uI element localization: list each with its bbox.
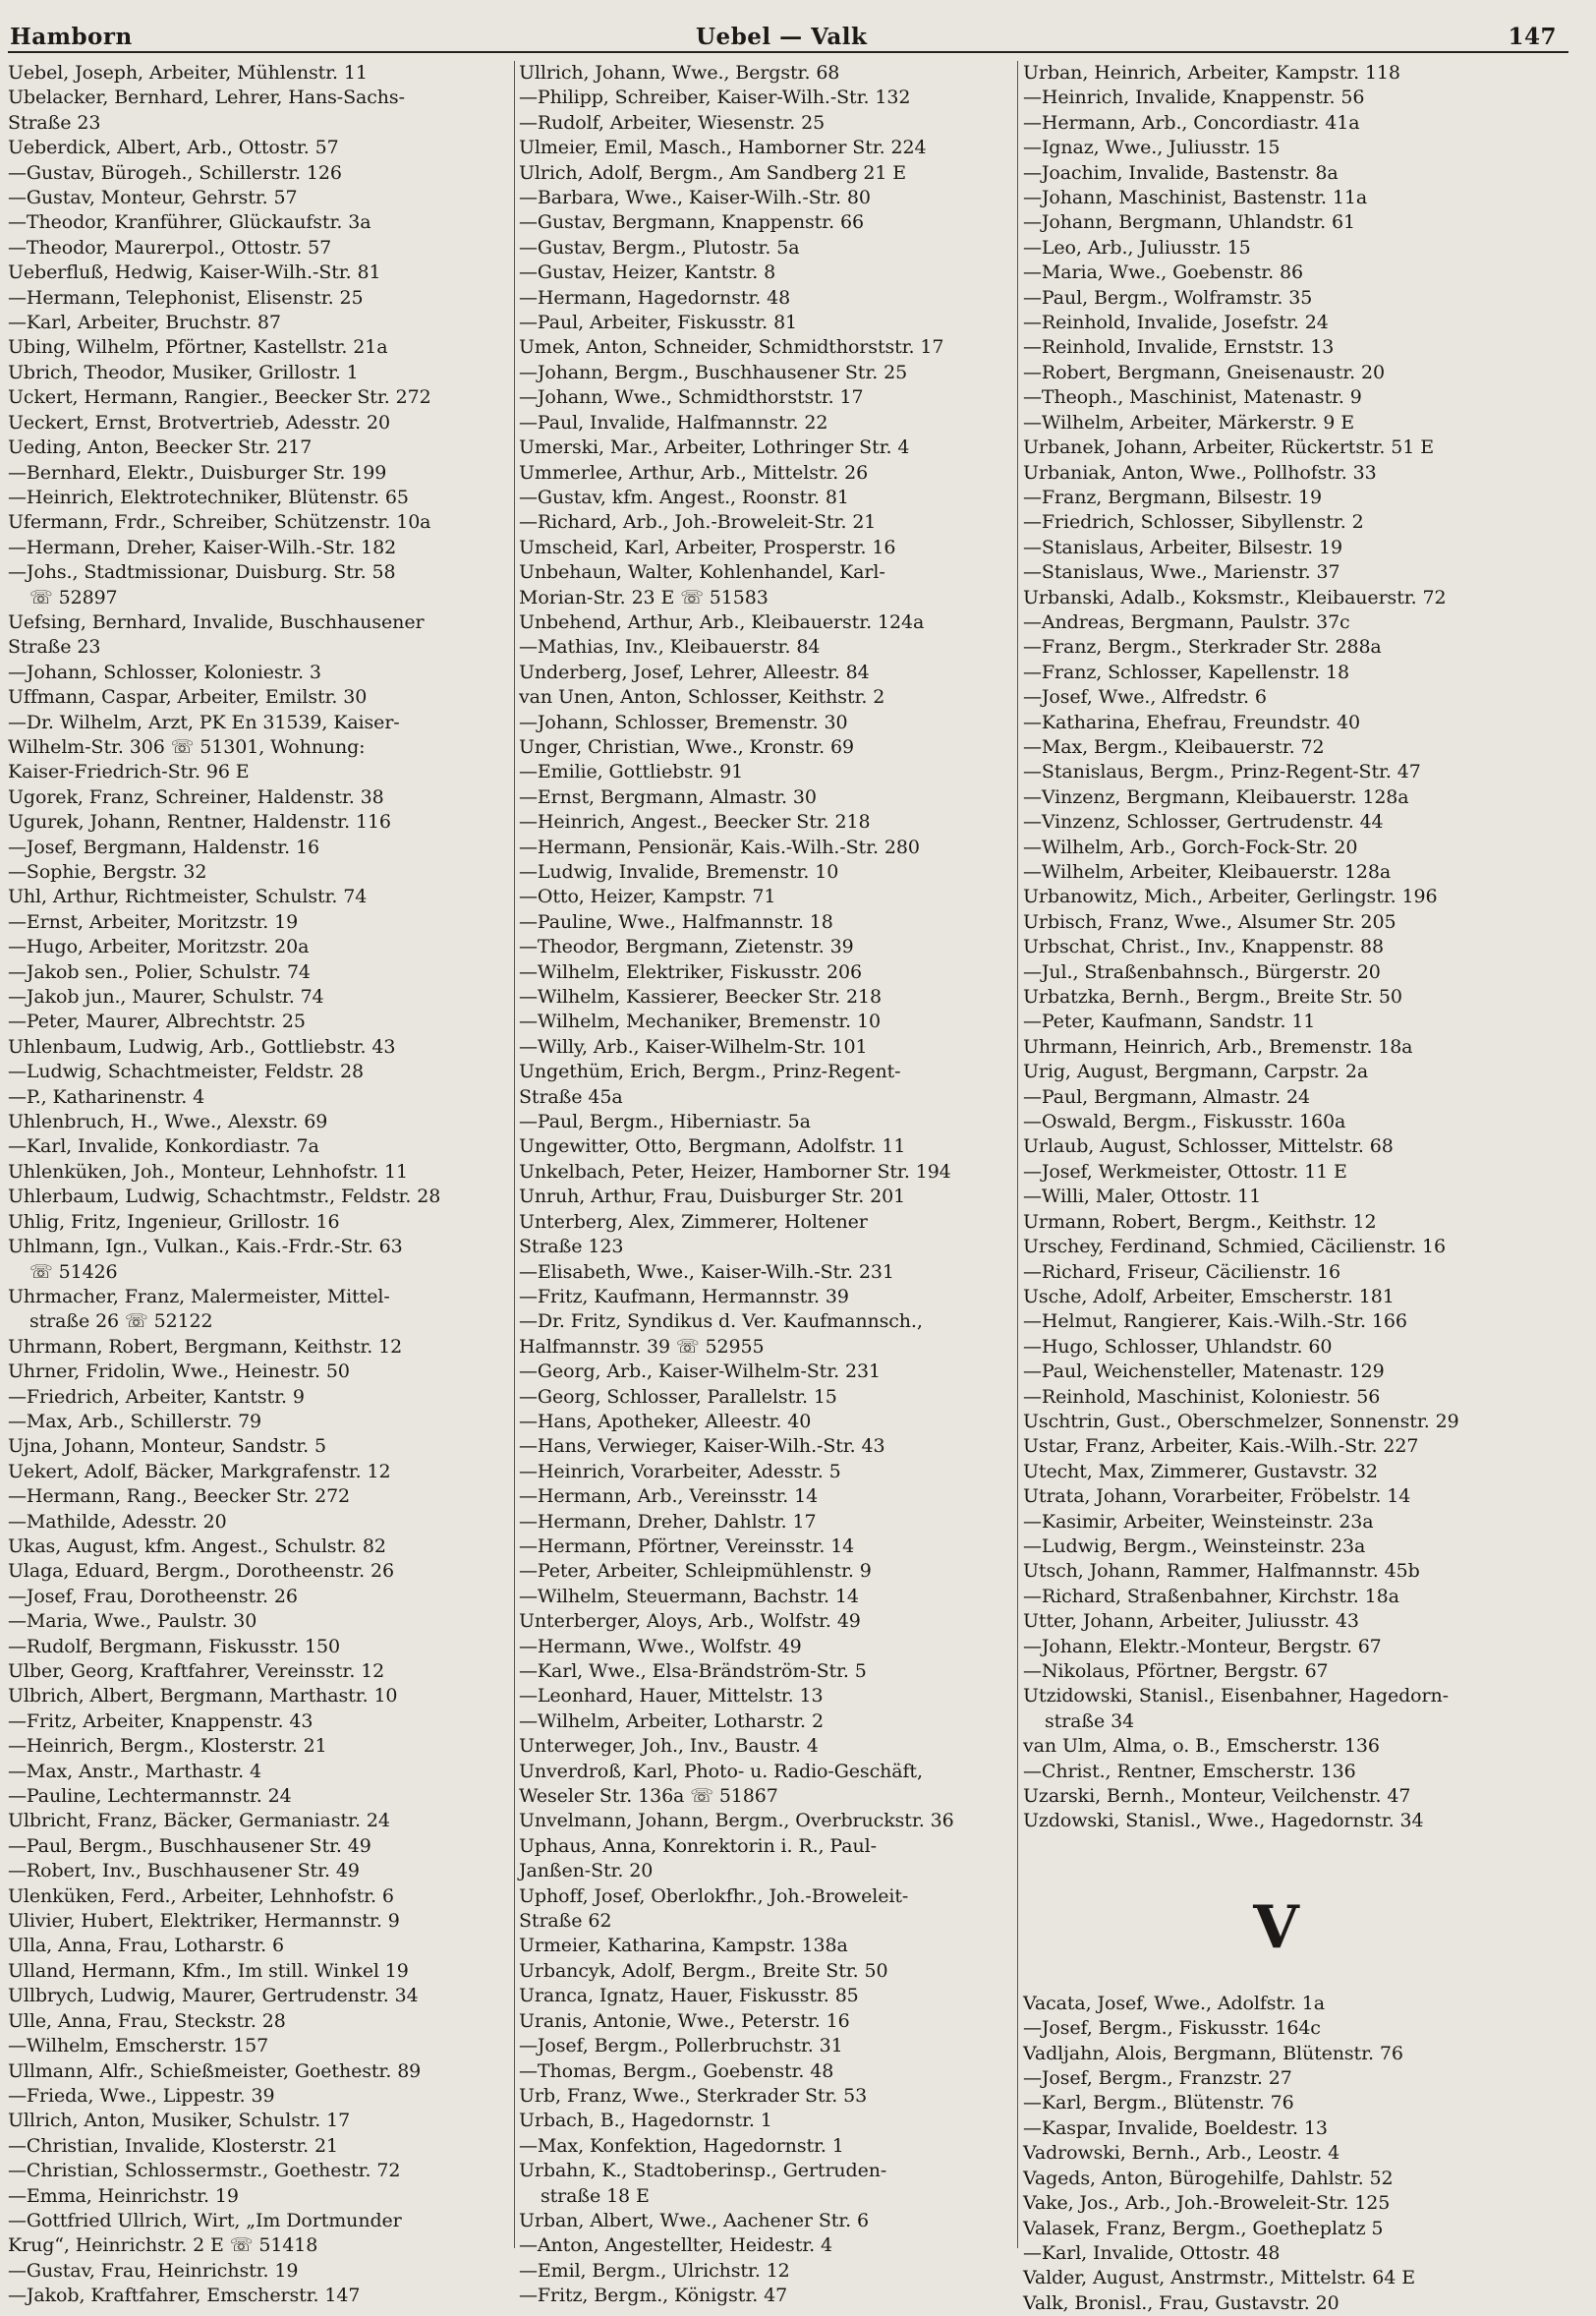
directory-entry: Ukas, August, kfm. Angest., Schulstr. 82 — [8, 1534, 386, 1557]
directory-entry: Urbanowitz, Mich., Arbeiter, Gerlingstr. 196 — [1023, 886, 1438, 908]
directory-entry: Ullmann, Alfr., Schießmeister, Goethestr. 89 — [8, 2059, 422, 2082]
directory-entry: —Pauline, Wwe., Halfmannstr. 18 — [519, 910, 833, 933]
directory-entry: —Gottfried Ullrich, Wirt, „Im Dortmunder — [8, 2209, 402, 2231]
directory-entry: —Maria, Wwe., Goebenstr. 86 — [1023, 261, 1303, 284]
directory-entry: Ulenküken, Ferd., Arbeiter, Lehnhofstr. 6 — [8, 1884, 394, 1907]
directory-entry: —Ludwig, Invalide, Bremenstr. 10 — [519, 861, 839, 883]
directory-entry: Uschtrin, Gust., Oberschmelzer, Sonnenstr. 29 — [1023, 1410, 1459, 1432]
directory-entry: —Hans, Apotheker, Alleestr. 40 — [519, 1410, 812, 1432]
directory-entry: Urban, Albert, Wwe., Aachener Str. 6 — [519, 2209, 870, 2231]
directory-entry: —Josef, Werkmeister, Ottostr. 11 E — [1023, 1160, 1347, 1183]
directory-entry: Urb, Franz, Wwe., Sterkrader Str. 53 — [519, 2084, 868, 2107]
directory-entry: —Wilhelm, Elektriker, Fiskusstr. 206 — [519, 960, 862, 983]
directory-entry: —Jakob, Kraftfahrer, Emscherstr. 147 — [8, 2285, 361, 2307]
directory-entry: Uzarski, Bernh., Monteur, Veilchenstr. 47 — [1023, 1785, 1411, 1808]
directory-entry: —Franz, Schlosser, Kapellenstr. 18 — [1023, 661, 1349, 683]
directory-entry: Utter, Johann, Arbeiter, Juliusstr. 43 — [1023, 1610, 1359, 1633]
directory-entry: —Josef, Bergm., Pollerbruchstr. 31 — [519, 2035, 843, 2057]
directory-entry: —Kaspar, Invalide, Boeldestr. 13 — [1023, 2116, 1328, 2139]
directory-entry: —Ernst, Arbeiter, Moritzstr. 19 — [8, 910, 299, 933]
directory-entry: —Karl, Arbeiter, Bruchstr. 87 — [8, 312, 281, 334]
directory-entry: Unbehend, Arthur, Arb., Kleibauerstr. 124a — [519, 610, 925, 633]
column-1 — [8, 61, 514, 2307]
directory-entry: —Emil, Bergm., Ulrichstr. 12 — [519, 2259, 790, 2282]
directory-entry: —Heinrich, Vorarbeiter, Adesstr. 5 — [519, 1460, 841, 1482]
directory-entry: Ueckert, Ernst, Brotvertrieb, Adesstr. 20 — [8, 411, 390, 434]
directory-entry: Uffmann, Caspar, Arbeiter, Emilstr. 30 — [8, 686, 368, 709]
directory-entry: Urbach, B., Hagedornstr. 1 — [519, 2110, 772, 2132]
directory-entry: —Reinhold, Invalide, Ernststr. 13 — [1023, 336, 1335, 359]
directory-entry: —Bernhard, Elektr., Duisburger Str. 199 — [8, 461, 387, 484]
directory-entry: —Christian, Schlossermstr., Goethestr. 72 — [8, 2160, 401, 2182]
directory-entry: —Wilhelm, Arbeiter, Kleibauerstr. 128a — [1023, 861, 1392, 883]
directory-entry: Uhrmann, Robert, Bergmann, Keithstr. 12 — [8, 1335, 403, 1358]
directory-entry: —Fritz, Bergm., Königstr. 47 — [519, 2285, 788, 2307]
directory-entry: van Ulm, Alma, o. B., Emscherstr. 136 — [1023, 1735, 1380, 1758]
directory-entry: ☏ 51426 — [29, 1260, 118, 1283]
directory-entry: Uhlenküken, Joh., Monteur, Lehnhofstr. 11 — [8, 1160, 408, 1183]
directory-entry: —Theoph., Maschinist, Matenastr. 9 — [1023, 386, 1362, 409]
directory-entry: Urbancyk, Adolf, Bergm., Breite Str. 50 — [519, 1959, 888, 1982]
directory-entry: Ueding, Anton, Beecker Str. 217 — [8, 436, 313, 459]
directory-entry: Unterweger, Joh., Inv., Baustr. 4 — [519, 1735, 819, 1758]
directory-entry: —Karl, Bergm., Blütenstr. 76 — [1023, 2092, 1294, 2114]
directory-entry: Urlaub, August, Schlosser, Mittelstr. 68 — [1023, 1135, 1394, 1158]
directory-entry: Utsch, Johann, Rammer, Halfmannstr. 45b — [1023, 1560, 1420, 1583]
directory-entry: —Ernst, Bergmann, Almastr. 30 — [519, 785, 817, 808]
directory-entry: —Maria, Wwe., Paulstr. 30 — [8, 1610, 257, 1633]
directory-entry: —P., Katharinenstr. 4 — [8, 1085, 205, 1108]
directory-entry: Vacata, Josef, Wwe., Adolfstr. 1a — [1023, 1992, 1325, 2014]
directory-entry: —Max, Bergm., Kleibauerstr. 72 — [1023, 735, 1325, 758]
directory-entry: Ulber, Georg, Kraftfahrer, Vereinsstr. 12 — [8, 1660, 385, 1682]
directory-entry: Weseler Str. 136a ☏ 51867 — [519, 1785, 778, 1808]
directory-entry: —Stanislaus, Bergm., Prinz-Regent-Str. 47 — [1023, 761, 1421, 783]
directory-entry: Uhlig, Fritz, Ingenieur, Grillostr. 16 — [8, 1210, 340, 1233]
directory-entry: —Leo, Arb., Juliusstr. 15 — [1023, 236, 1251, 259]
directory-entry: straße 34 — [1045, 1709, 1135, 1732]
directory-entry: Ulland, Hermann, Kfm., Im still. Winkel 19 — [8, 1959, 409, 1982]
directory-entry: —Gustav, kfm. Angest., Roonstr. 81 — [519, 486, 849, 508]
directory-entry: —Christian, Invalide, Klosterstr. 21 — [8, 2134, 338, 2157]
directory-entry: Ummerlee, Arthur, Arb., Mittelstr. 26 — [519, 461, 869, 484]
entry-columns — [8, 61, 1580, 2314]
page-header — [8, 22, 1568, 53]
directory-entry: Vadrowski, Bernh., Arb., Leostr. 4 — [1023, 2142, 1340, 2165]
directory-entry: Halfmannstr. 39 ☏ 52955 — [519, 1335, 765, 1358]
directory-entry: —Theodor, Maurerpol., Ottostr. 57 — [8, 236, 332, 259]
directory-entry: —Josef, Bergm., Franzstr. 27 — [1023, 2067, 1292, 2090]
directory-entry: —Wilhelm, Arbeiter, Lotharstr. 2 — [519, 1709, 824, 1732]
directory-entry: Ullrich, Anton, Musiker, Schulstr. 17 — [8, 2110, 351, 2132]
directory-entry: Uhrmacher, Franz, Malermeister, Mittel- — [8, 1285, 390, 1307]
directory-entry: —Joachim, Invalide, Bastenstr. 8a — [1023, 161, 1339, 184]
directory-entry: —Josef, Bergm., Fiskusstr. 164c — [1023, 2017, 1321, 2040]
directory-entry: —Pauline, Lechtermannstr. 24 — [8, 1785, 292, 1808]
directory-entry: —Paul, Invalide, Halfmannstr. 22 — [519, 411, 828, 434]
directory-entry: Ulla, Anna, Frau, Lotharstr. 6 — [8, 1935, 284, 1957]
directory-entry: —Heinrich, Angest., Beecker Str. 218 — [519, 811, 871, 834]
directory-entry: Unterberger, Aloys, Arb., Wolfstr. 49 — [519, 1610, 861, 1633]
directory-entry: Umek, Anton, Schneider, Schmidthorststr. 17 — [519, 336, 944, 359]
directory-entry: —Josef, Wwe., Alfredstr. 6 — [1023, 686, 1267, 709]
directory-entry: Urban, Heinrich, Arbeiter, Kampstr. 118 — [1023, 62, 1400, 84]
directory-entry: straße 18 E — [541, 2184, 650, 2207]
directory-entry: Ulmeier, Emil, Masch., Hamborner Str. 224 — [519, 137, 927, 159]
directory-entry: Straße 23 — [8, 111, 101, 134]
directory-entry: —Hermann, Pförtner, Vereinsstr. 14 — [519, 1534, 855, 1557]
directory-entry: Urbahn, K., Stadtoberinsp., Gertruden- — [519, 2160, 887, 2182]
directory-entry: Vake, Jos., Arb., Joh.-Broweleit-Str. 125 — [1023, 2192, 1391, 2215]
directory-entry: —Thomas, Bergm., Goebenstr. 48 — [519, 2059, 834, 2082]
directory-entry: Uckert, Hermann, Rangier., Beecker Str. 272 — [8, 386, 431, 409]
directory-entry: Urbanski, Adalb., Koksmstr., Kleibauerstr. 72 — [1023, 586, 1447, 608]
directory-entry: —Theodor, Kranführer, Glückaufstr. 3a — [8, 211, 371, 234]
directory-entry: —Gustav, Bergm., Plutostr. 5a — [519, 236, 800, 259]
directory-entry: —Johann, Maschinist, Bastenstr. 11a — [1023, 187, 1368, 209]
directory-entry: Umerski, Mar., Arbeiter, Lothringer Str. 4 — [519, 436, 910, 459]
directory-entry: —Wilhelm, Steuermann, Bachstr. 14 — [519, 1585, 859, 1607]
directory-entry: Urschey, Ferdinand, Schmied, Cäcilienstr. 16 — [1023, 1236, 1446, 1258]
directory-entry: —Peter, Maurer, Albrechtstr. 25 — [8, 1011, 306, 1033]
column-2 — [519, 61, 1025, 2307]
directory-entry: —Wilhelm, Arbeiter, Märkerstr. 9 E — [1023, 411, 1355, 434]
directory-entry: —Gustav, Frau, Heinrichstr. 19 — [8, 2259, 299, 2282]
directory-entry: —Karl, Invalide, Konkordiastr. 7a — [8, 1135, 319, 1158]
directory-entry: Uhrmann, Heinrich, Arb., Bremenstr. 18a — [1023, 1035, 1413, 1058]
directory-entry: —Hermann, Telephonist, Elisenstr. 25 — [8, 286, 364, 309]
directory-entry: —Georg, Schlosser, Parallelstr. 15 — [519, 1385, 837, 1408]
directory-entry: —Fritz, Kaufmann, Hermannstr. 39 — [519, 1285, 849, 1307]
directory-entry: Uzdowski, Stanisl., Wwe., Hagedornstr. 34 — [1023, 1810, 1424, 1832]
directory-entry: Uebel, Joseph, Arbeiter, Mühlenstr. 11 — [8, 62, 368, 84]
directory-entry: Ueberfluß, Hedwig, Kaiser-Wilh.-Str. 81 — [8, 261, 381, 284]
directory-entry: —Rudolf, Bergmann, Fiskusstr. 150 — [8, 1635, 340, 1657]
directory-entry: —Kasimir, Arbeiter, Weinsteinstr. 23a — [1023, 1510, 1374, 1533]
directory-entry: Ubrich, Theodor, Musiker, Grillostr. 1 — [8, 361, 359, 383]
directory-entry: —Robert, Bergmann, Gneisenaustr. 20 — [1023, 361, 1385, 383]
directory-entry: Umscheid, Karl, Arbeiter, Prosperstr. 16 — [519, 536, 896, 558]
directory-entry: Uhrner, Fridolin, Wwe., Heinestr. 50 — [8, 1361, 350, 1383]
directory-entry: Straße 123 — [519, 1236, 624, 1258]
directory-entry: —Dr. Wilhelm, Arzt, PK En 31539, Kaiser- — [8, 711, 400, 733]
directory-entry: —Gustav, Monteur, Gehrstr. 57 — [8, 187, 298, 209]
directory-entry: —Theodor, Bergmann, Zietenstr. 39 — [519, 936, 854, 958]
directory-entry: Ustar, Franz, Arbeiter, Kais.-Wilh.-Str. 227 — [1023, 1435, 1419, 1458]
directory-entry: Utrata, Johann, Vorarbeiter, Fröbelstr. 14 — [1023, 1485, 1411, 1508]
directory-entry: straße 26 ☏ 52122 — [29, 1310, 213, 1333]
directory-entry: Ubelacker, Bernhard, Lehrer, Hans-Sachs- — [8, 87, 405, 109]
directory-entry: —Jakob jun., Maurer, Schulstr. 74 — [8, 986, 324, 1009]
directory-entry: Uranis, Antonie, Wwe., Peterstr. 16 — [519, 2009, 850, 2032]
directory-entry: Ulbricht, Franz, Bäcker, Germaniastr. 24 — [8, 1810, 390, 1832]
directory-entry: —Stanislaus, Arbeiter, Bilsestr. 19 — [1023, 536, 1343, 558]
directory-entry: —Josef, Frau, Dorotheenstr. 26 — [8, 1585, 298, 1607]
directory-entry: Ulbrich, Albert, Bergmann, Marthastr. 10 — [8, 1685, 398, 1708]
directory-entry: —Reinhold, Maschinist, Koloniestr. 56 — [1023, 1385, 1381, 1408]
directory-entry: Ulrich, Adolf, Bergm., Am Sandberg 21 E — [519, 161, 907, 184]
directory-entry: —Richard, Straßenbahner, Kirchstr. 18a — [1023, 1585, 1399, 1607]
directory-entry: —Peter, Arbeiter, Schleipmühlenstr. 9 — [519, 1560, 872, 1583]
directory-entry: Urbaniak, Anton, Wwe., Pollhofstr. 33 — [1023, 461, 1377, 484]
directory-entry: Urmann, Robert, Bergm., Keithstr. 12 — [1023, 1210, 1377, 1233]
directory-entry: Ungewitter, Otto, Bergmann, Adolfstr. 11 — [519, 1135, 906, 1158]
directory-entry: —Heinrich, Invalide, Knappenstr. 56 — [1023, 87, 1365, 109]
directory-entry: Uhlenbruch, H., Wwe., Alexstr. 69 — [8, 1111, 328, 1133]
directory-entry: —Willy, Arb., Kaiser-Wilhelm-Str. 101 — [519, 1035, 868, 1058]
directory-entry: —Ludwig, Schachtmeister, Feldstr. 28 — [8, 1061, 365, 1083]
directory-entry: Usche, Adolf, Arbeiter, Emscherstr. 181 — [1023, 1285, 1395, 1307]
directory-entry: —Katharina, Ehefrau, Freundstr. 40 — [1023, 711, 1361, 733]
directory-entry: —Paul, Bergm., Hiberniastr. 5a — [519, 1111, 811, 1133]
directory-entry: —Johann, Wwe., Schmidthorststr. 17 — [519, 386, 864, 409]
directory-entry: Straße 45a — [519, 1085, 623, 1108]
directory-entry: Urmeier, Katharina, Kampstr. 138a — [519, 1935, 848, 1957]
directory-entry: Ulivier, Hubert, Elektriker, Hermannstr. 9 — [8, 1910, 400, 1933]
directory-entry: —Johann, Schlosser, Koloniestr. 3 — [8, 661, 321, 683]
directory-entry: —Gustav, Bürogeh., Schillerstr. 126 — [8, 161, 342, 184]
directory-entry: —Hermann, Dreher, Dahlstr. 17 — [519, 1510, 817, 1533]
directory-entry: Valder, August, Anstrmstr., Mittelstr. 64 E — [1023, 2267, 1415, 2289]
directory-entry: —Josef, Bergmann, Haldenstr. 16 — [8, 836, 319, 858]
directory-entry: —Anton, Angestellter, Heidestr. 4 — [519, 2234, 832, 2257]
directory-entry: —Richard, Arb., Joh.-Broweleit-Str. 21 — [519, 511, 877, 534]
directory-entry: —Willi, Maler, Ottostr. 11 — [1023, 1186, 1262, 1208]
directory-entry: —Hans, Verwieger, Kaiser-Wilh.-Str. 43 — [519, 1435, 885, 1458]
directory-entry: —Frieda, Wwe., Lippestr. 39 — [8, 2084, 275, 2107]
directory-entry: —Ludwig, Bergm., Weinsteinstr. 23a — [1023, 1534, 1366, 1557]
directory-entry: —Wilhelm, Arb., Gorch-Fock-Str. 20 — [1023, 836, 1358, 858]
directory-entry: Uhlmann, Ign., Vulkan., Kais.-Frdr.-Str. 63 — [8, 1236, 403, 1258]
directory-entry: —Wilhelm, Kassierer, Beecker Str. 218 — [519, 986, 883, 1009]
directory-entry: Underberg, Josef, Lehrer, Alleestr. 84 — [519, 661, 870, 683]
directory-entry: —Richard, Friseur, Cäcilienstr. 16 — [1023, 1260, 1341, 1283]
directory-entry: —Rudolf, Arbeiter, Wiesenstr. 25 — [519, 111, 826, 134]
directory-entry: Uphaus, Anna, Konrektorin i. R., Paul- — [519, 1834, 877, 1857]
directory-entry: Utzidowski, Stanisl., Eisenbahner, Hagedorn- — [1023, 1685, 1449, 1708]
directory-entry: —Paul, Bergmann, Almastr. 24 — [1023, 1085, 1310, 1108]
page-number: 147 — [1508, 24, 1557, 50]
directory-entry: —Hermann, Arb., Vereinsstr. 14 — [519, 1485, 819, 1508]
directory-entry: Uekert, Adolf, Bäcker, Markgrafenstr. 12 — [8, 1460, 391, 1482]
directory-entry: —Hermann, Wwe., Wolfstr. 49 — [519, 1635, 802, 1657]
directory-entry: Unbehaun, Walter, Kohlenhandel, Karl- — [519, 561, 885, 584]
directory-entry: Ujna, Johann, Monteur, Sandstr. 5 — [8, 1435, 327, 1458]
directory-entry: Uranca, Ignatz, Hauer, Fiskusstr. 85 — [519, 1985, 859, 2007]
directory-entry: —Johann, Bergm., Buschhausener Str. 25 — [519, 361, 908, 383]
directory-entry: Ueberdick, Albert, Arb., Ottostr. 57 — [8, 137, 339, 159]
directory-entry: —Heinrich, Bergm., Klosterstr. 21 — [8, 1735, 327, 1758]
directory-entry: Urbisch, Franz, Wwe., Alsumer Str. 205 — [1023, 910, 1396, 933]
directory-entry: —Elisabeth, Wwe., Kaiser-Wilh.-Str. 231 — [519, 1260, 894, 1283]
directory-entry: Ubing, Wilhelm, Pförtner, Kastellstr. 21a — [8, 336, 388, 359]
directory-entry: —Ignaz, Wwe., Juliusstr. 15 — [1023, 137, 1281, 159]
directory-entry: —Christ., Rentner, Emscherstr. 136 — [1023, 1760, 1356, 1782]
directory-entry: Uhlenbaum, Ludwig, Arb., Gottliebstr. 43 — [8, 1035, 396, 1058]
directory-entry: —Johann, Elektr.-Monteur, Bergstr. 67 — [1023, 1635, 1382, 1657]
directory-entry: —Dr. Fritz, Syndikus d. Ver. Kaufmannsch., — [519, 1310, 923, 1333]
directory-entry: Ugurek, Johann, Rentner, Haldenstr. 116 — [8, 811, 391, 834]
directory-entry: —Franz, Bergmann, Bilsestr. 19 — [1023, 486, 1323, 508]
directory-entry: —Fritz, Arbeiter, Knappenstr. 43 — [8, 1709, 314, 1732]
directory-entry: Unterberg, Alex, Zimmerer, Holtener — [519, 1210, 868, 1233]
directory-entry: —Peter, Kaufmann, Sandstr. 11 — [1023, 1011, 1316, 1033]
directory-entry: —Otto, Heizer, Kampstr. 71 — [519, 886, 776, 908]
directory-entry: Kaiser-Friedrich-Str. 96 E — [8, 761, 250, 783]
directory-entry: —Paul, Bergm., Buschhausener Str. 49 — [8, 1834, 371, 1857]
directory-entry: —Max, Arb., Schillerstr. 79 — [8, 1410, 262, 1432]
directory-entry: —Jul., Straßenbahnsch., Bürgerstr. 20 — [1023, 960, 1381, 983]
directory-entry: Morian-Str. 23 E ☏ 51583 — [519, 586, 769, 608]
directory-entry: Straße 62 — [519, 1910, 612, 1933]
directory-entry: —Max, Anstr., Marthastr. 4 — [8, 1760, 262, 1782]
directory-entry: Ullrich, Johann, Wwe., Bergstr. 68 — [519, 62, 840, 84]
directory-entry: Ulle, Anna, Frau, Steckstr. 28 — [8, 2009, 286, 2032]
directory-entry: —Johann, Bergmann, Uhlandstr. 61 — [1023, 211, 1356, 234]
directory-entry: Urig, August, Bergmann, Carpstr. 2a — [1023, 1061, 1369, 1083]
directory-entry: —Gustav, Bergmann, Knappenstr. 66 — [519, 211, 864, 234]
directory-entry: —Vinzenz, Bergmann, Kleibauerstr. 128a — [1023, 785, 1409, 808]
directory-entry: —Johann, Schlosser, Bremenstr. 30 — [519, 711, 848, 733]
directory-entry: —Vinzenz, Schlosser, Gertrudenstr. 44 — [1023, 811, 1384, 834]
directory-entry: —Barbara, Wwe., Kaiser-Wilh.-Str. 80 — [519, 187, 871, 209]
directory-entry: Unkelbach, Peter, Heizer, Hamborner Str. 194 — [519, 1160, 951, 1183]
directory-entry: —Max, Konfektion, Hagedornstr. 1 — [519, 2134, 844, 2157]
directory-entry: —Gustav, Heizer, Kantstr. 8 — [519, 261, 776, 284]
directory-entry: —Hermann, Rang., Beecker Str. 272 — [8, 1485, 351, 1508]
directory-entry: Valasek, Franz, Bergm., Goetheplatz 5 — [1023, 2217, 1384, 2239]
directory-entry: Vageds, Anton, Bürogehilfe, Dahlstr. 52 — [1023, 2167, 1394, 2189]
directory-entry: —Wilhelm, Mechaniker, Bremenstr. 10 — [519, 1011, 881, 1033]
directory-entry: —Helmut, Rangierer, Kais.-Wilh.-Str. 166 — [1023, 1310, 1407, 1333]
directory-entry: Unvelmann, Johann, Bergm., Overbruckstr. 36 — [519, 1810, 954, 1832]
directory-entry: Ugorek, Franz, Schreiner, Haldenstr. 38 — [8, 785, 384, 808]
directory-entry: —Leonhard, Hauer, Mittelstr. 13 — [519, 1685, 824, 1708]
directory-entry: ☏ 52897 — [29, 586, 118, 608]
directory-entry: —Stanislaus, Wwe., Marienstr. 37 — [1023, 561, 1340, 584]
directory-entry: —Karl, Invalide, Ottostr. 48 — [1023, 2241, 1281, 2264]
directory-entry: Uhlerbaum, Ludwig, Schachtmstr., Feldstr. 28 — [8, 1186, 441, 1208]
directory-entry: —Paul, Bergm., Wolframstr. 35 — [1023, 286, 1313, 309]
directory-entry: Straße 23 — [8, 636, 101, 659]
directory-entry: —Nikolaus, Pförtner, Bergstr. 67 — [1023, 1660, 1329, 1682]
directory-entry: —Franz, Bergm., Sterkrader Str. 288a — [1023, 636, 1382, 659]
directory-entry: Utecht, Max, Zimmerer, Gustavstr. 32 — [1023, 1460, 1378, 1482]
directory-entry: —Hermann, Pensionär, Kais.-Wilh.-Str. 280 — [519, 836, 920, 858]
directory-entry: Ufermann, Frdr., Schreiber, Schützenstr. 10a — [8, 511, 431, 534]
directory-entry: —Hermann, Arb., Concordiastr. 41a — [1023, 111, 1360, 134]
directory-entry: —Mathias, Inv., Kleibauerstr. 84 — [519, 636, 821, 659]
directory-entry: Ullbrych, Ludwig, Maurer, Gertrudenstr. 34 — [8, 1985, 419, 2007]
directory-entry: —Emilie, Gottliebstr. 91 — [519, 761, 744, 783]
directory-entry: Unverdroß, Karl, Photo- u. Radio-Geschäft, — [519, 1760, 923, 1782]
directory-entry: —Paul, Weichensteller, Matenastr. 129 — [1023, 1361, 1385, 1383]
running-head-range: Uebel — Valk — [696, 24, 868, 50]
directory-entry: —Paul, Arbeiter, Fiskusstr. 81 — [519, 312, 798, 334]
directory-entry: —Hermann, Hagedornstr. 48 — [519, 286, 791, 309]
directory-entry: —Hugo, Schlosser, Uhlandstr. 60 — [1023, 1335, 1333, 1358]
directory-entry: —Heinrich, Elektrotechniker, Blütenstr. 65 — [8, 486, 409, 508]
directory-entry: Urbanek, Johann, Arbeiter, Rückertstr. 51 E — [1023, 436, 1434, 459]
directory-entry: Uefsing, Bernhard, Invalide, Buschhausener — [8, 610, 425, 633]
directory-entry: —Jakob sen., Polier, Schulstr. 74 — [8, 960, 311, 983]
directory-entry: —Mathilde, Adesstr. 20 — [8, 1510, 227, 1533]
directory-entry: Urbschat, Christ., Inv., Knappenstr. 88 — [1023, 936, 1385, 958]
directory-entry: Unger, Christian, Wwe., Kronstr. 69 — [519, 735, 855, 758]
directory-entry: Ungethüm, Erich, Bergm., Prinz-Regent- — [519, 1061, 901, 1083]
directory-entry: —Friedrich, Arbeiter, Kantstr. 9 — [8, 1385, 305, 1408]
directory-entry: Vadljahn, Alois, Bergmann, Blütenstr. 76 — [1023, 2042, 1403, 2064]
directory-entry: —Reinhold, Invalide, Josefstr. 24 — [1023, 312, 1329, 334]
directory-entry: —Emma, Heinrichstr. 19 — [8, 2184, 239, 2207]
directory-entry: —Georg, Arb., Kaiser-Wilhelm-Str. 231 — [519, 1361, 881, 1383]
directory-entry: van Unen, Anton, Schlosser, Keithstr. 2 — [519, 686, 885, 709]
directory-entry: Wilhelm-Str. 306 ☏ 51301, Wohnung: — [8, 735, 366, 758]
directory-entry: —Hugo, Arbeiter, Moritzstr. 20a — [8, 936, 310, 958]
directory-entry: —Andreas, Bergmann, Paulstr. 37c — [1023, 610, 1350, 633]
directory-entry: Uhl, Arthur, Richtmeister, Schulstr. 74 — [8, 886, 368, 908]
running-head-city: Hamborn — [10, 24, 133, 50]
directory-entry: Janßen-Str. 20 — [519, 1860, 654, 1882]
directory-entry: —Hermann, Dreher, Kaiser-Wilh.-Str. 182 — [8, 536, 397, 558]
directory-entry: —Oswald, Bergm., Fiskusstr. 160a — [1023, 1111, 1346, 1133]
directory-entry: —Sophie, Bergstr. 32 — [8, 861, 207, 883]
directory-entry: —Philipp, Schreiber, Kaiser-Wilh.-Str. 132 — [519, 87, 911, 109]
directory-entry: Valk, Bronisl., Frau, Gustavstr. 20 — [1023, 2291, 1340, 2314]
directory-entry: —Karl, Wwe., Elsa-Brändström-Str. 5 — [519, 1660, 867, 1682]
directory-entry: —Robert, Inv., Buschhausener Str. 49 — [8, 1860, 360, 1882]
directory-entry: —Johs., Stadtmissionar, Duisburg. Str. 58 — [8, 561, 396, 584]
section-letter-v: V — [1253, 1892, 1299, 1962]
column-3 — [1023, 61, 1529, 2314]
directory-entry: —Friedrich, Schlosser, Sibyllenstr. 2 — [1023, 511, 1364, 534]
directory-entry: Urbatzka, Bernh., Bergm., Breite Str. 50 — [1023, 986, 1402, 1009]
directory-entry: Unruh, Arthur, Frau, Duisburger Str. 201 — [519, 1186, 906, 1208]
directory-entry: Krug“, Heinrichstr. 2 E ☏ 51418 — [8, 2234, 318, 2257]
directory-entry: Uphoff, Josef, Oberlokfhr., Joh.-Broweleit- — [519, 1884, 909, 1907]
directory-entry: Ulaga, Eduard, Bergm., Dorotheenstr. 26 — [8, 1560, 395, 1583]
directory-entry: —Wilhelm, Emscherstr. 157 — [8, 2035, 269, 2057]
